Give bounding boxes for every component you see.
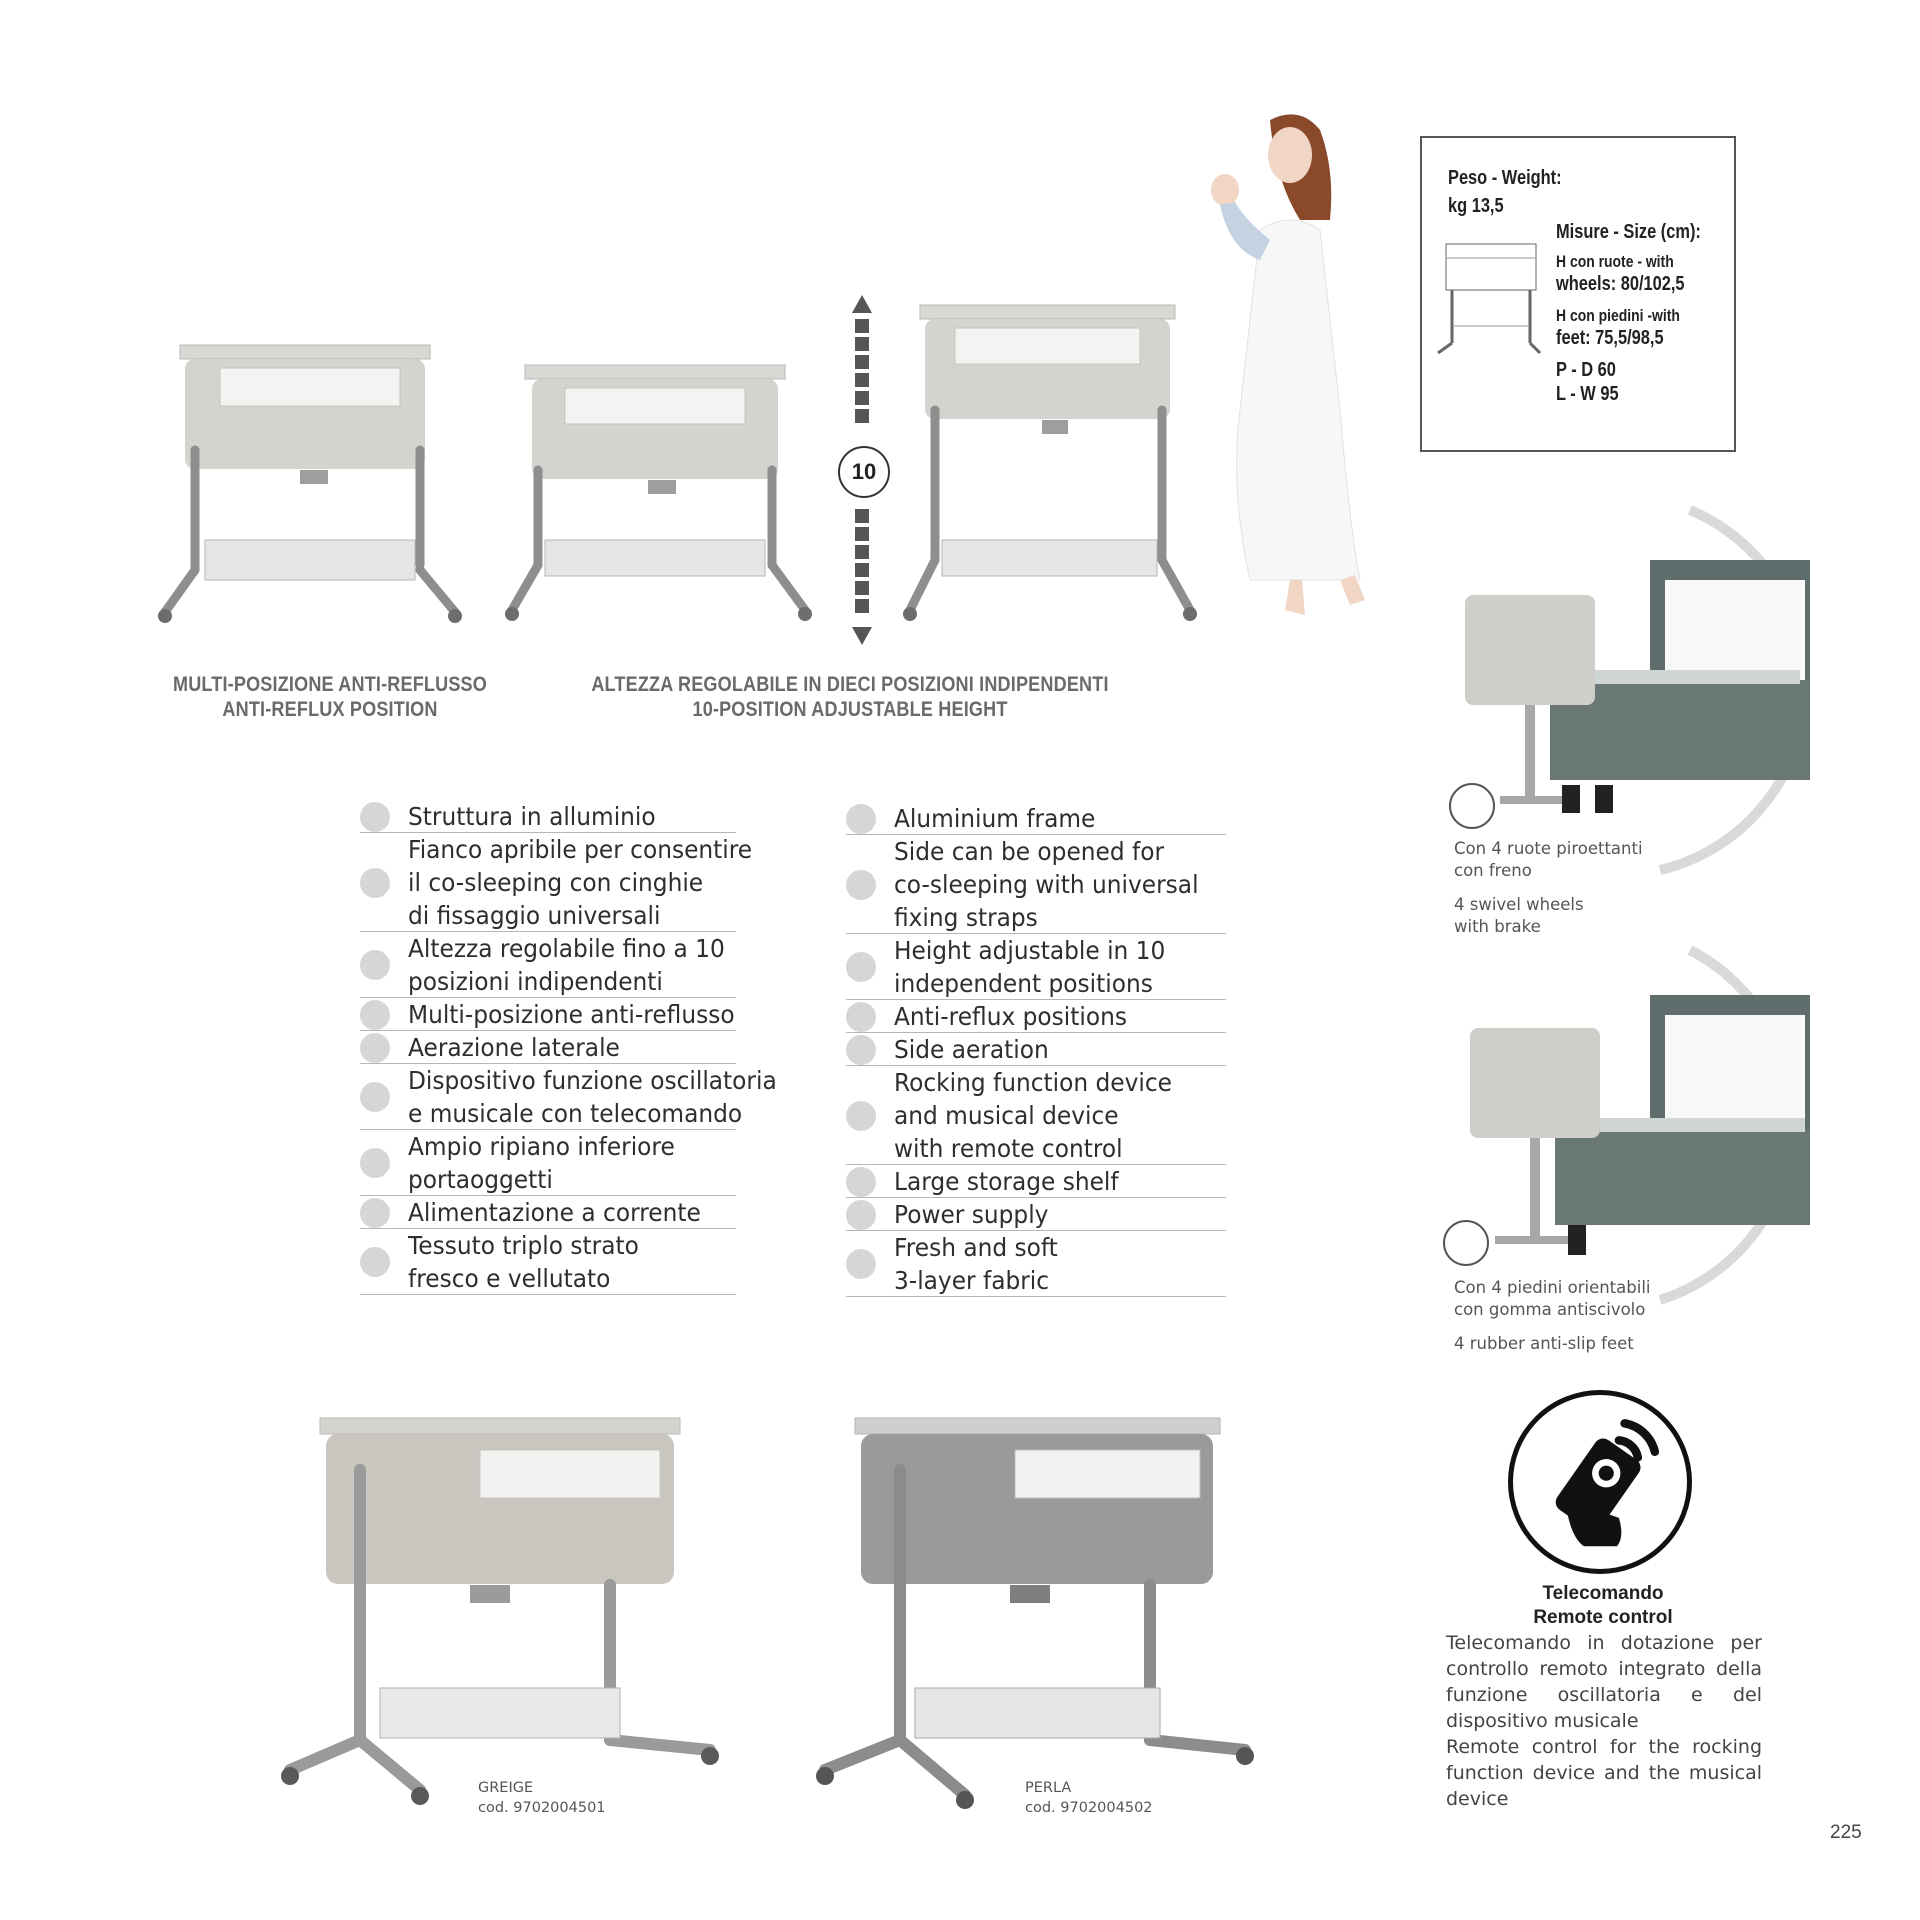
feature-text: Altezza regolabile fino a 10 [408, 934, 725, 963]
feature-item [846, 1000, 1226, 1033]
feature-text: e musicale con telecomando [408, 1099, 743, 1128]
bullet-icon [360, 1033, 390, 1063]
feature-text: Struttura in alluminio [408, 802, 656, 831]
feature-item [846, 802, 1226, 835]
feet-caption: Con 4 piedini orientabili con gomma antiscivolo 4 rubber anti-slip feet [1454, 1278, 1651, 1353]
bullet-icon [360, 1247, 390, 1277]
bullet-icon [360, 1148, 390, 1178]
width-value: L - W 95 [1556, 383, 1619, 405]
bullet-icon [846, 1200, 876, 1230]
crib-perla-variant-image [805, 1410, 1265, 1810]
feature-text: fresco e vellutato [408, 1264, 611, 1293]
weight-value: kg 13,5 [1448, 195, 1504, 217]
feature-text: Ampio ripiano inferiore [408, 1132, 675, 1161]
feature-item [846, 1165, 1226, 1198]
feet-height-label: H con piedini -with [1556, 306, 1680, 325]
bullet-icon [360, 868, 390, 898]
feature-item [846, 934, 1226, 1000]
size-label: Misure - Size (cm): [1556, 221, 1701, 243]
bullet-icon [360, 802, 390, 832]
feature-item [360, 998, 736, 1031]
feature-text: il co-sleeping con cinghie [408, 868, 704, 897]
depth-value: P - D 60 [1556, 359, 1616, 381]
crib-anti-reflux-image [150, 340, 470, 630]
bullet-icon [846, 804, 876, 834]
feature-item [360, 833, 753, 932]
crib-greige-variant-image [270, 1410, 730, 1810]
bullet-icon [846, 1249, 876, 1279]
wheels-height-value: wheels: 80/102,5 [1556, 273, 1685, 295]
feature-text: Dispositivo funzione oscillatoria [408, 1066, 777, 1095]
bullet-icon [360, 1082, 390, 1112]
feature-text: di fissaggio universali [408, 901, 661, 930]
wheels-detail-image [1440, 500, 1810, 890]
adjustable-height-caption: ALTEZZA REGOLABILE IN DIECI POSIZIONI INDIPENDENTI 10-POSITION ADJUSTABLE HEIGHT [591, 673, 1109, 721]
variant-greige-label: GREIGE cod. 9702004501 [478, 1780, 606, 1816]
feature-text: portaoggetti [408, 1165, 553, 1194]
feature-item [846, 1231, 1226, 1297]
mother-with-baby-photo [1190, 110, 1410, 620]
crib-lowest-height-image [500, 360, 820, 630]
variant-perla-label: PERLA cod. 9702004502 [1025, 1780, 1153, 1816]
feature-item [360, 932, 736, 998]
remote-control-icon [1508, 1390, 1692, 1574]
anti-reflux-caption: MULTI-POSIZIONE ANTI-REFLUSSO ANTI-REFLUX POSITION [172, 673, 488, 721]
feature-text: Tessuto triplo strato [408, 1231, 639, 1260]
crib-dimensions-sketch [1432, 238, 1544, 358]
specifications-box [1420, 136, 1736, 452]
bullet-icon [846, 1101, 876, 1131]
feature-text: Aerazione laterale [408, 1033, 620, 1062]
feature-text: Fresh and soft [894, 1233, 1058, 1262]
wheels-caption: Con 4 ruote piroettanti con freno 4 swivel wheels with brake [1454, 839, 1643, 936]
bullet-icon [846, 1002, 876, 1032]
feature-text: Aluminium frame [894, 804, 1096, 833]
wheels-height-label: H con ruote - with [1556, 252, 1674, 271]
feature-text: Power supply [894, 1200, 1049, 1229]
bullet-icon [846, 952, 876, 982]
features-list-english [846, 802, 1226, 1302]
feature-item [360, 1130, 736, 1196]
feature-item [360, 1064, 777, 1130]
feature-text: Multi-posizione anti-reflusso [408, 1000, 735, 1029]
feature-text: Side can be opened for [894, 837, 1165, 866]
feature-text: Anti-reflux positions [894, 1002, 1127, 1031]
feature-text: fixing straps [894, 903, 1038, 932]
feature-item [360, 1196, 736, 1229]
feature-text: independent positions [894, 969, 1153, 998]
page-number: 225 [1830, 1822, 1862, 1843]
bullet-icon [846, 1035, 876, 1065]
feature-text: Alimentazione a corrente [408, 1198, 701, 1227]
weight-label: Peso - Weight: [1448, 167, 1562, 189]
crib-highest-height-image [900, 300, 1200, 630]
feature-text: 3-layer fabric [894, 1266, 1050, 1295]
feet-detail-image [1440, 940, 1810, 1320]
feature-item [360, 800, 736, 833]
bullet-icon [360, 950, 390, 980]
bullet-icon [846, 1167, 876, 1197]
height-positions-badge: 10 [838, 446, 890, 498]
feet-height-value: feet: 75,5/98,5 [1556, 327, 1664, 349]
feature-text: co-sleeping with universal [894, 870, 1199, 899]
feature-item [846, 1066, 1226, 1165]
feature-text: Side aeration [894, 1035, 1049, 1064]
feature-item [846, 1198, 1226, 1231]
feature-text: Rocking function device [894, 1068, 1172, 1097]
feature-item [846, 835, 1226, 934]
features-list-italian [360, 800, 777, 1300]
feature-item [360, 1031, 736, 1064]
feature-text: Large storage shelf [894, 1167, 1119, 1196]
bullet-icon [846, 870, 876, 900]
remote-control-description: Telecomando in dotazione per controllo remoto integrato della funzione oscillatoria e del dispositivo musicale Remote control for the rocking function device and the musical device [1446, 1632, 1762, 1810]
feature-item [360, 1229, 736, 1295]
feature-text: with remote control [894, 1134, 1123, 1163]
bullet-icon [360, 1000, 390, 1030]
feature-text: Height adjustable in 10 [894, 936, 1166, 965]
feature-item [846, 1033, 1226, 1066]
feature-text: Fianco apribile per consentire [408, 835, 753, 864]
bullet-icon [360, 1198, 390, 1228]
remote-control-title: Telecomando Remote control [1533, 1583, 1673, 1628]
feature-text: posizioni indipendenti [408, 967, 663, 996]
feature-text: and musical device [894, 1101, 1119, 1130]
